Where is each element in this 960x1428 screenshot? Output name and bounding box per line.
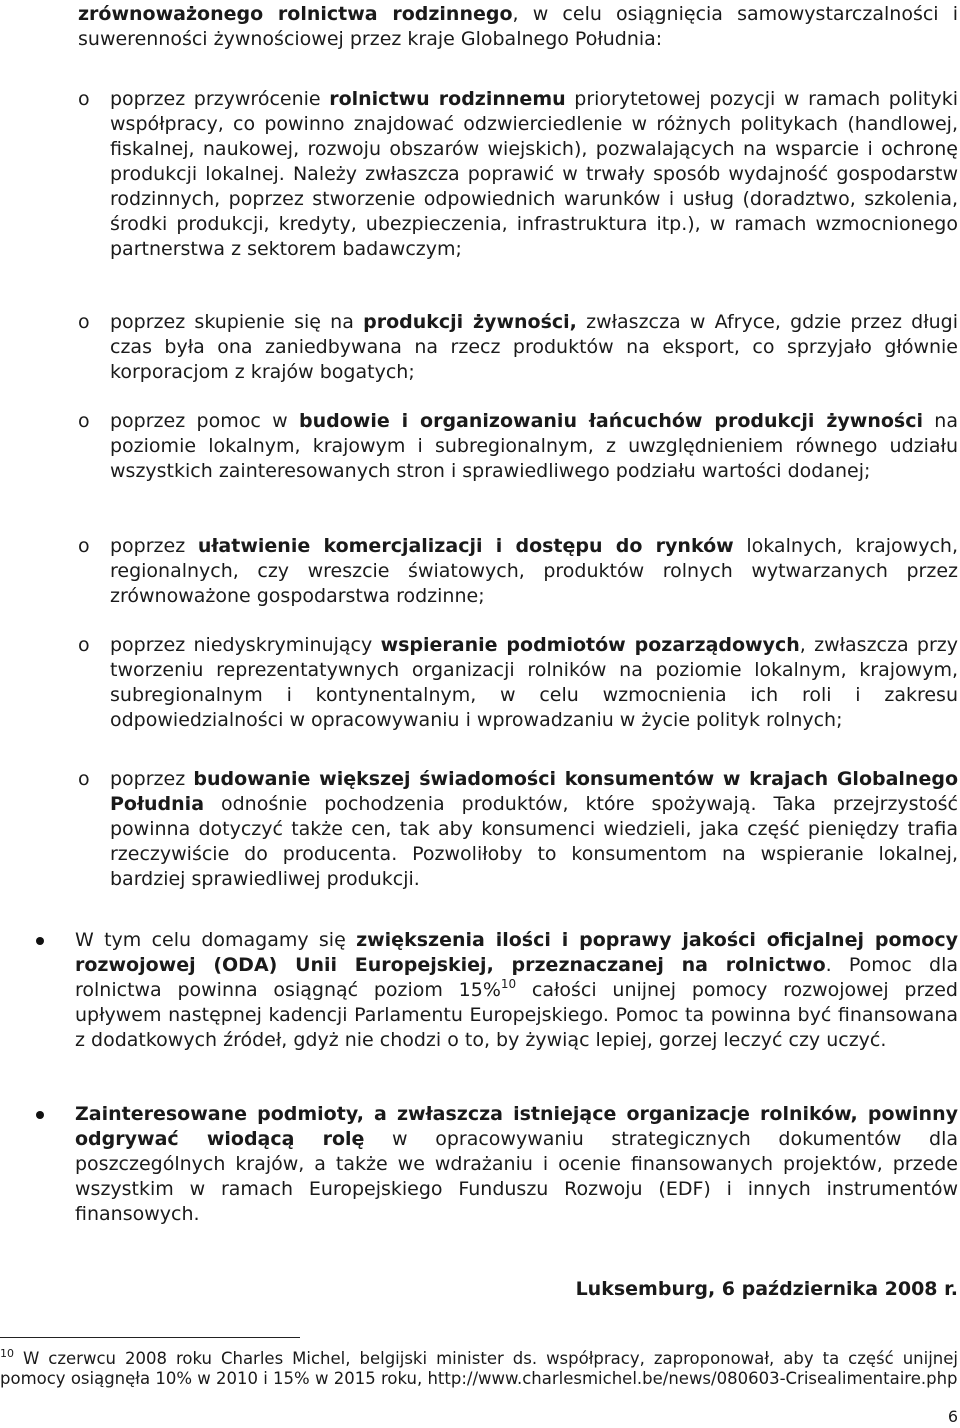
sub-list-text [110, 409, 958, 484]
circle-bullet-icon: o [78, 535, 90, 557]
circle-bullet-icon: o [78, 634, 90, 656]
place-and-date: Luksemburg, 6 października 2008 r. [575, 1278, 958, 1300]
circle-bullet-icon: o [78, 311, 90, 333]
bold-run: produkcji żywności, [363, 311, 577, 333]
bullet-text [75, 1102, 958, 1227]
text-run: W tym celu domagamy się [75, 929, 357, 951]
text-run: w opracowywaniu strategicznych dokumentów dla poszczególnych krajów, a także we wdrażaniu i ocenie finansowanych projektów, przede wszystkim w ramach Europejskiego Funduszu Rozwoju (EDF) i innych instrumentów finansowych. [75, 1128, 958, 1225]
circle-bullet-icon: o [78, 410, 90, 432]
bold-run: rolnictwu rodzinnemu [329, 88, 566, 110]
bold-run: budowanie większej świadomości konsumentów w krajach Globalnego Południa [110, 768, 958, 815]
text-run: na poziomie lokalnym, krajowym i subregionalnym, z uwzględnieniem równego udziału wszystkich zainteresowanych stron i sprawiedliwego podziału wartości dodanej; [110, 410, 958, 482]
sub-list-text [110, 534, 958, 609]
footnote-text: W czerwcu 2008 roku Charles Michel, belgijski minister ds. współpracy, zaproponował, aby ta część unijnej pomocy osiągnęła 10% w 2010 i 15% w 2015 roku, http://www.charlesmichel.be/news/080603-Crisealimentaire.php [0, 1349, 958, 1388]
text-run: priorytetowej pozycji w ramach polityki współpracy, co powinno znajdować odzwierciedlenie w różnych politykach (handlowej, fiskalnej, naukowej, rozwoju obszarów wiejskich), pozwalających na wsparcie i ochronę produkcji lokalnej. Należy zwłaszcza poprawić w trwały sposób wydajność gospodarstw rodzinnych, poprzez stworzenie odpowiednich warunków i usług (doradztwo, szkolenia, środki produkcji, kredyty, ubezpieczenia, infrastruktura itp.), w ramach wzmocnionego partnerstwa z sektorem badawczym; [110, 88, 958, 260]
bold-run: zwiększenia ilości i poprawy jakości oficjalnej pomocy rozwojowej (ODA) Unii Europejskiej, przeznaczanej na rolnictwo [75, 929, 958, 976]
sub-list-text [110, 767, 958, 892]
text-run: poprzez [110, 768, 194, 790]
sub-list-text [110, 310, 958, 385]
intro-text: , w celu osiągnięcia samowystarczalności i suwerenności żywnościowej przez kraje Globalnego Południa: [78, 3, 959, 50]
bullet-dot-icon [36, 937, 44, 945]
text-run: odnośnie pochodzenia produktów, które spożywają. Taka przejrzystość powinna dotyczyć także cen, tak aby konsumenci wiedzieli, jaka część pieniędzy trafia rzeczywiście do producenta. Pozwoliłoby to konsumentom na wspieranie lokalnej, bardziej sprawiedliwej produkcji. [110, 793, 958, 890]
bold-run: Zainteresowane podmioty, a zwłaszcza istniejące organizacje rolników, powinny odgrywać wiodącą rolę [75, 1103, 958, 1150]
bold-run: wspieranie podmiotów pozarządowych [380, 634, 800, 656]
footnote-reference[interactable]: 10 [500, 977, 517, 991]
footnote [0, 1349, 958, 1389]
text-run: lokalnych, krajowych, regionalnych, czy wreszcie światowych, produktów rolnych wytwarzanych przez zrównoważone gospodarstwa rodzinne; [110, 535, 958, 607]
footnote-divider [0, 1337, 300, 1338]
bold-run: ułatwienie komercjalizacji i dostępu do rynków [197, 535, 734, 557]
bold-run: budowie i organizowaniu łańcuchów produkcji żywności [298, 410, 923, 432]
circle-bullet-icon: o [78, 768, 90, 790]
text-run: całości unijnej pomocy rozwojowej przed upływem następnej kadencji Parlamentu Europejskiego. Pomoc ta powinna być finansowana z dodatkowych źródeł, gdyż nie chodzi o to, by żywiąc lepiej, gorzej leczyć czy uczyć. [75, 979, 958, 1051]
bullet-dot-icon [36, 1111, 44, 1119]
text-run: zwłaszcza w Afryce, gdzie przez długi czas była ona zaniedbywana na rzecz produktów na eksport, co sprzyjało głównie korporacjom z krajów bogatych; [110, 311, 959, 383]
text-run: , zwłaszcza przy tworzeniu reprezentatywnych organizacji rolników na poziomie lokalnym, krajowym, subregionalnym i kontynentalnym, w celu wzmocnienia ich roli i zakresu odpowiedzialności w opracowywaniu i wprowadzaniu w życie polityk rolnych; [110, 634, 959, 731]
text-run: poprzez [110, 535, 198, 557]
text-run: poprzez przywrócenie [110, 88, 330, 110]
circle-bullet-icon: o [78, 88, 90, 110]
sub-list-text [110, 633, 958, 733]
sub-list-text [110, 87, 958, 262]
intro-bold: zrównoważonego rolnictwa rodzinnego [78, 3, 513, 25]
footnote-number: 10 [0, 1347, 14, 1360]
intro-paragraph [78, 2, 958, 52]
text-run: poprzez pomoc w [110, 410, 299, 432]
page-number: 6 [947, 1407, 958, 1426]
text-run: . Pomoc dla rolnictwa powinna osiągnąć poziom 15% [75, 954, 958, 1001]
text-run: poprzez niedyskryminujący [110, 634, 381, 656]
text-run: poprzez skupienie się na [110, 311, 364, 333]
bullet-text [75, 928, 958, 1053]
